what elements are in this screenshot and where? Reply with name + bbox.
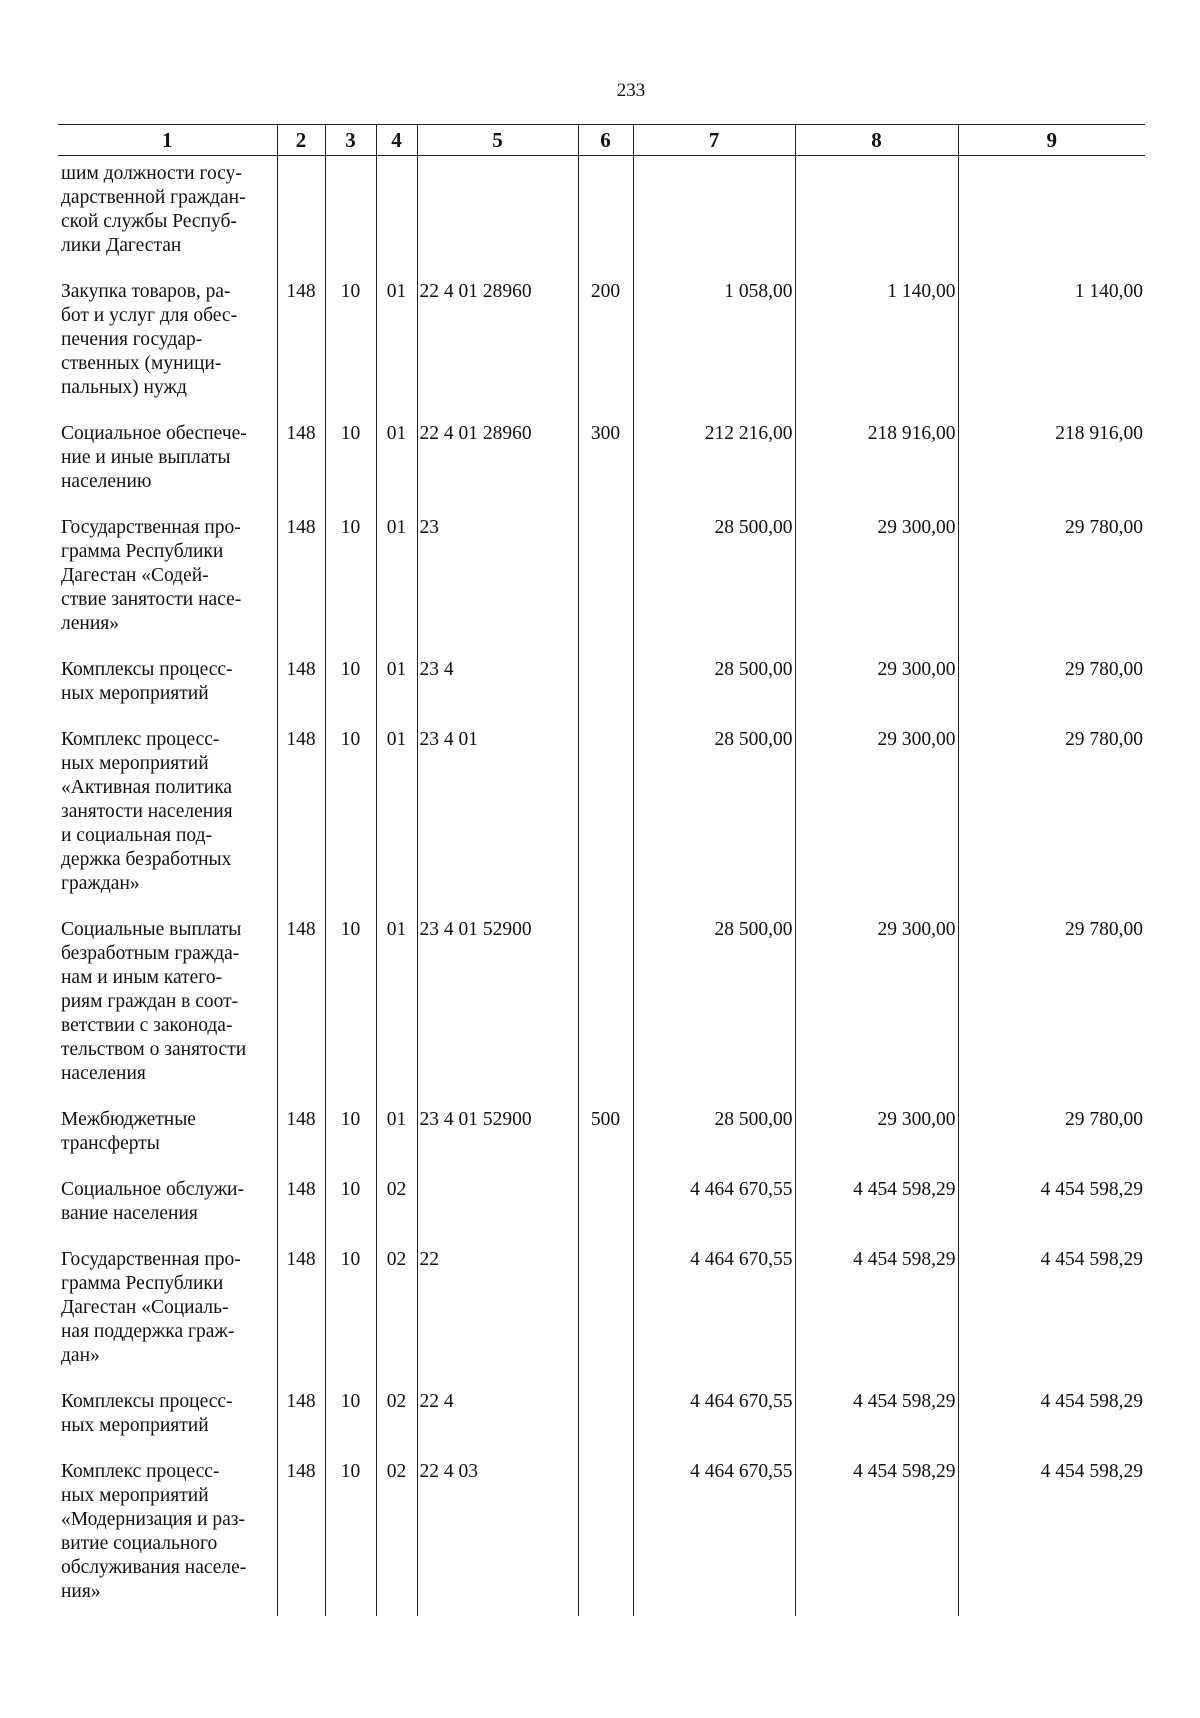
column-header: 6 <box>578 125 633 156</box>
cell-col-8 <box>795 156 958 265</box>
table-row <box>58 1374 1145 1444</box>
cell-col-4 <box>376 156 417 265</box>
row-name: Комплексы процесс- ных мероприятий <box>61 1391 233 1436</box>
table-body <box>58 156 1145 1617</box>
cell-col-9: 1 140,00 <box>958 264 1145 406</box>
cell-col-9: 29 780,00 <box>958 902 1145 1092</box>
cell-col-5 <box>417 156 578 265</box>
page-number: 233 <box>616 80 646 101</box>
cell-col-7: 4 464 670,55 <box>633 1444 795 1616</box>
cell-col-8: 218 916,00 <box>795 406 958 500</box>
cell-col-4: 01 <box>376 1092 417 1162</box>
cell-col-5: 22 4 <box>417 1374 578 1444</box>
cell-col-8: 4 454 598,29 <box>795 1232 958 1374</box>
cell-col-4: 01 <box>376 712 417 902</box>
table-header-row <box>58 125 1145 156</box>
cell-col-2: 148 <box>277 1162 325 1232</box>
cell-col-3: 10 <box>325 500 376 642</box>
cell-col-9: 29 780,00 <box>958 1092 1145 1162</box>
cell-col-2: 148 <box>277 1092 325 1162</box>
column-header: 1 <box>58 125 277 156</box>
cell-col-3: 10 <box>325 1374 376 1444</box>
cell-col-8: 29 300,00 <box>795 1092 958 1162</box>
cell-col-3: 10 <box>325 1444 376 1616</box>
cell-col-5: 23 <box>417 500 578 642</box>
cell-col-6 <box>578 1162 633 1232</box>
cell-col-2: 148 <box>277 406 325 500</box>
cell-col-5: 23 4 01 <box>417 712 578 902</box>
cell-col-8: 29 300,00 <box>795 642 958 712</box>
cell-col-2: 148 <box>277 712 325 902</box>
cell-col-8: 29 300,00 <box>795 500 958 642</box>
cell-col-6 <box>578 1374 633 1444</box>
cell-col-7 <box>633 156 795 265</box>
cell-col-4: 01 <box>376 406 417 500</box>
cell-col-6 <box>578 1232 633 1374</box>
table-row <box>58 406 1145 500</box>
cell-col-7: 28 500,00 <box>633 1092 795 1162</box>
table-row <box>58 1444 1145 1616</box>
table-row <box>58 500 1145 642</box>
cell-col-4: 01 <box>376 500 417 642</box>
cell-col-9: 29 780,00 <box>958 500 1145 642</box>
cell-col-4: 02 <box>376 1162 417 1232</box>
cell-col-2: 148 <box>277 1374 325 1444</box>
cell-col-9: 29 780,00 <box>958 642 1145 712</box>
cell-col-5 <box>417 1162 578 1232</box>
cell-col-3: 10 <box>325 712 376 902</box>
row-name: шим должности госу- дарственной граждан- ской службы Респуб- лики Дагестан <box>61 163 246 256</box>
column-header: 8 <box>795 125 958 156</box>
cell-col-9: 4 454 598,29 <box>958 1162 1145 1232</box>
cell-col-9: 218 916,00 <box>958 406 1145 500</box>
column-header: 9 <box>958 125 1145 156</box>
cell-col-2: 148 <box>277 902 325 1092</box>
cell-col-3: 10 <box>325 1092 376 1162</box>
cell-col-6: 300 <box>578 406 633 500</box>
table-row <box>58 902 1145 1092</box>
table-row <box>58 712 1145 902</box>
cell-col-6 <box>578 500 633 642</box>
column-header: 2 <box>277 125 325 156</box>
cell-col-4: 02 <box>376 1444 417 1616</box>
cell-col-6 <box>578 1444 633 1616</box>
cell-col-2 <box>277 156 325 265</box>
row-name: Государственная про- грамма Республики Дагестан «Содей- ствие занятости насе- ления» <box>61 517 242 634</box>
budget-table <box>58 124 1145 1616</box>
row-name: Комплексы процесс- ных мероприятий <box>61 659 233 704</box>
cell-col-2: 148 <box>277 642 325 712</box>
cell-col-4: 01 <box>376 642 417 712</box>
cell-col-7: 1 058,00 <box>633 264 795 406</box>
cell-col-6 <box>578 156 633 265</box>
cell-col-4: 02 <box>376 1374 417 1444</box>
cell-col-3: 10 <box>325 642 376 712</box>
row-name: Социальное обеспече- ние и иные выплаты населению <box>61 423 247 492</box>
cell-col-6: 200 <box>578 264 633 406</box>
table-row <box>58 156 1145 265</box>
column-header: 5 <box>417 125 578 156</box>
cell-col-3: 10 <box>325 1162 376 1232</box>
cell-col-7: 28 500,00 <box>633 712 795 902</box>
cell-col-4: 01 <box>376 902 417 1092</box>
cell-col-8: 29 300,00 <box>795 902 958 1092</box>
cell-col-2: 148 <box>277 1232 325 1374</box>
cell-col-7: 4 464 670,55 <box>633 1374 795 1444</box>
cell-col-7: 28 500,00 <box>633 642 795 712</box>
row-name: Комплекс процесс- ных мероприятий «Модернизация и раз- витие социального обслуживания населе- ния» <box>61 1461 247 1602</box>
cell-col-5: 23 4 01 52900 <box>417 902 578 1092</box>
cell-col-2: 148 <box>277 500 325 642</box>
cell-col-5: 22 4 01 28960 <box>417 264 578 406</box>
cell-col-2: 148 <box>277 264 325 406</box>
cell-col-7: 4 464 670,55 <box>633 1162 795 1232</box>
table-row <box>58 642 1145 712</box>
cell-col-7: 212 216,00 <box>633 406 795 500</box>
cell-col-9: 4 454 598,29 <box>958 1374 1145 1444</box>
cell-col-8: 29 300,00 <box>795 712 958 902</box>
row-name: Социальное обслужи- вание населения <box>61 1179 244 1224</box>
row-name: Закупка товаров, ра- бот и услуг для обес- печения государ- ственных (муници- пальных) нужд <box>61 281 238 398</box>
cell-col-5: 22 4 03 <box>417 1444 578 1616</box>
cell-col-7: 28 500,00 <box>633 902 795 1092</box>
cell-col-6: 500 <box>578 1092 633 1162</box>
cell-col-8: 4 454 598,29 <box>795 1162 958 1232</box>
column-header: 7 <box>633 125 795 156</box>
cell-col-4: 01 <box>376 264 417 406</box>
cell-col-5: 23 4 <box>417 642 578 712</box>
cell-col-5: 22 4 01 28960 <box>417 406 578 500</box>
table-row <box>58 1232 1145 1374</box>
cell-col-4: 02 <box>376 1232 417 1374</box>
cell-col-3: 10 <box>325 264 376 406</box>
cell-col-2: 148 <box>277 1444 325 1616</box>
cell-col-8: 4 454 598,29 <box>795 1444 958 1616</box>
cell-col-9: 29 780,00 <box>958 712 1145 902</box>
cell-col-6 <box>578 642 633 712</box>
table-row <box>58 1092 1145 1162</box>
cell-col-5: 22 <box>417 1232 578 1374</box>
row-name: Межбюджетные трансферты <box>61 1109 196 1154</box>
cell-col-5: 23 4 01 52900 <box>417 1092 578 1162</box>
cell-col-3 <box>325 156 376 265</box>
cell-col-3: 10 <box>325 1232 376 1374</box>
table-row <box>58 264 1145 406</box>
table-row <box>58 1162 1145 1232</box>
column-header: 3 <box>325 125 376 156</box>
column-header: 4 <box>376 125 417 156</box>
row-name: Комплекс процесс- ных мероприятий «Активная политика занятости населения и социальная под- держка безработных граждан» <box>61 729 233 894</box>
row-name: Государственная про- грамма Республики Дагестан «Социаль- ная поддержка граж- дан» <box>61 1249 241 1366</box>
cell-col-8: 1 140,00 <box>795 264 958 406</box>
cell-col-7: 28 500,00 <box>633 500 795 642</box>
cell-col-6 <box>578 902 633 1092</box>
cell-col-3: 10 <box>325 902 376 1092</box>
cell-col-7: 4 464 670,55 <box>633 1232 795 1374</box>
cell-col-9: 4 454 598,29 <box>958 1232 1145 1374</box>
cell-col-9 <box>958 156 1145 265</box>
cell-col-3: 10 <box>325 406 376 500</box>
cell-col-6 <box>578 712 633 902</box>
cell-col-9: 4 454 598,29 <box>958 1444 1145 1616</box>
cell-col-8: 4 454 598,29 <box>795 1374 958 1444</box>
row-name: Социальные выплаты безработным гражда- нам и иным катего- риям граждан в соот- ветствии с законода- тельством о занятости населения <box>61 919 247 1084</box>
